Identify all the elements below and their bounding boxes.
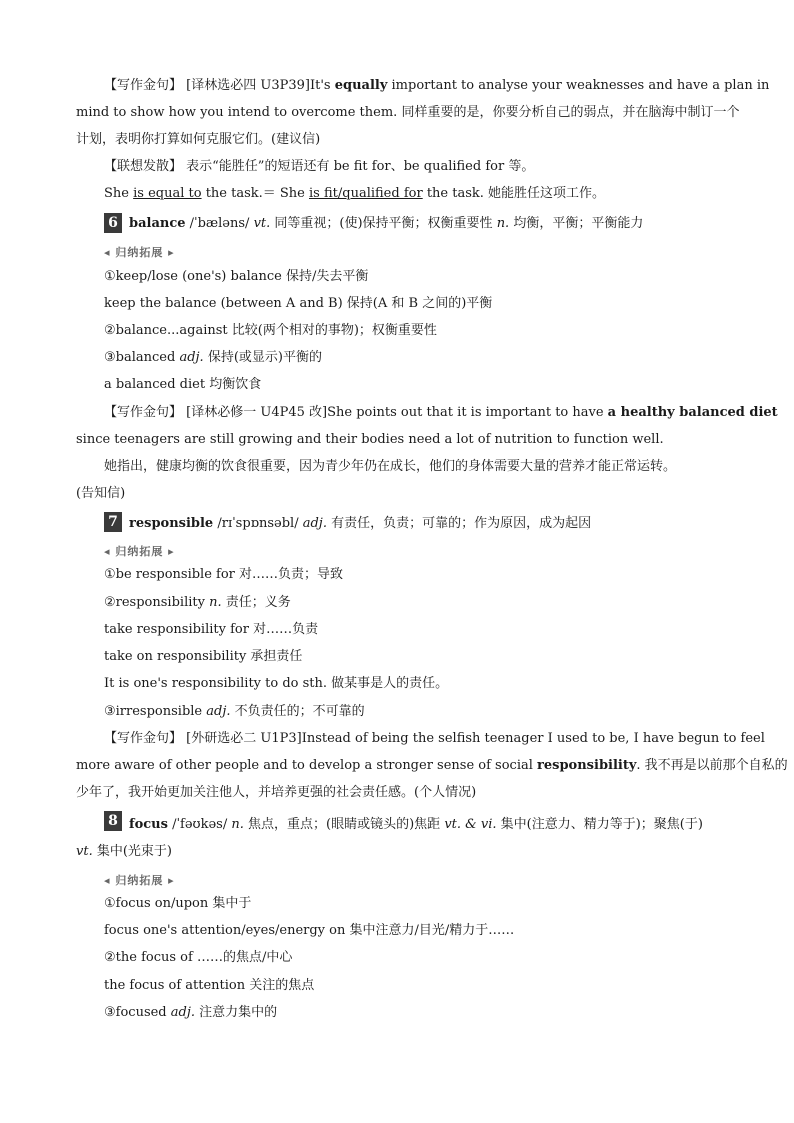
writing-sentence-3-line-2: more aware of other people and to develop a stronger sense of social responsibility. 我不再是以前那个自私的 (76, 758, 788, 773)
writing-label: 【写作金句】 (104, 405, 183, 420)
summary-item: take responsibility for 对……负责 (104, 622, 319, 637)
entry-headword-line-2: vt. 集中(光束于) (76, 844, 172, 859)
summary-item: ③balanced adj. 保持(或显示)平衡的 (104, 350, 322, 365)
key-phrase: a healthy balanced diet (607, 405, 778, 420)
summary-item: ①focus on/upon 集中于 (104, 896, 252, 911)
association-label: 【联想发散】 (104, 159, 183, 174)
writing-sentence-1-line-2: mind to show how you intend to overcome them. 同样重要的是，你要分析自己的弱点，并在脑海中制订一个 (76, 105, 740, 120)
summary-item: ②the focus of ……的焦点/中心 (104, 950, 293, 965)
source-tag: [外研选必二 U1P3] (186, 731, 302, 746)
pronunciation: /rɪˈspɒnsəbl/ (213, 516, 303, 531)
pronunciation: /ˈbæləns/ (185, 216, 254, 231)
source-tag: [译林选必四 U3P39] (186, 78, 310, 93)
writing-sentence-3-line-1: 【写作金句】 [外研选必二 U1P3]Instead of being the selfish teenager I used to be, I have begun to feel (104, 731, 765, 746)
summary-heading: ◂ 归纳拓展 ▸ (104, 246, 175, 259)
headword: responsible (129, 516, 214, 531)
writing-sentence-2-line-1: 【写作金句】 [译林必修一 U4P45 改]She points out that it is important to have a healthy balanced diet (104, 405, 778, 420)
pronunciation: /ˈfəʊkəs/ (167, 817, 232, 832)
writing-sentence-2-note: (告知信) (76, 486, 126, 501)
writing-label: 【写作金句】 (104, 78, 183, 93)
key-word: responsibility (537, 758, 637, 773)
entry-number-badge: 7 (104, 512, 122, 532)
entry-headword-line: balance /ˈbæləns/ vt. 同等重视；(使)保持平衡；权衡重要性 n. 均衡，平衡；平衡能力 (129, 216, 644, 231)
headword: focus (129, 817, 168, 832)
summary-item: ②responsibility n. 责任；义务 (104, 595, 291, 610)
writing-sentence-1-line-1: 【写作金句】 [译林选必四 U3P39]It's equally important to analyse your weaknesses and have a plan in (104, 78, 770, 93)
summary-item: keep the balance (between A and B) 保持(A 和 B 之间的)平衡 (104, 296, 493, 311)
summary-item: take on responsibility 承担责任 (104, 649, 303, 664)
writing-sentence-1-line-3: 计划，表明你打算如何克服它们。(建议信) (76, 132, 321, 147)
summary-heading: ◂ 归纳拓展 ▸ (104, 545, 175, 558)
summary-item: focus one's attention/eyes/energy on 集中注意力/目光/精力于…… (104, 923, 515, 938)
entry-number-badge: 8 (104, 811, 122, 831)
writing-sentence-3-line-3: 少年了，我开始更加关注他人，并培养更强的社会责任感。(个人情况) (76, 785, 477, 800)
writing-label: 【写作金句】 (104, 731, 183, 746)
summary-item: ②balance...against 比较(两个相对的事物)；权衡重要性 (104, 323, 437, 338)
summary-item: the focus of attention 关注的焦点 (104, 978, 315, 993)
writing-sentence-2-line-2: since teenagers are still growing and their bodies need a lot of nutrition to function well. (76, 432, 664, 447)
source-tag: [译林必修一 U4P45 改] (186, 405, 328, 420)
summary-item: ①keep/lose (one's) balance 保持/失去平衡 (104, 269, 369, 284)
writing-sentence-2-translation: 她指出，健康均衡的饮食很重要，因为青少年仍在成长，他们的身体需要大量的营养才能正常运转。 (104, 459, 677, 474)
summary-item: ③irresponsible adj. 不负责任的；不可靠的 (104, 704, 365, 719)
association-example: She is equal to the task.＝ She is fit/qualified for the task. 她能胜任这项工作。 (104, 186, 606, 201)
summary-item: a balanced diet 均衡饮食 (104, 377, 262, 392)
entry-headword-line: focus /ˈfəʊkəs/ n. 焦点，重点；(眼睛或镜头的)焦距 vt. & vi. 集中(注意力、精力等于)；聚焦(于) (129, 817, 703, 832)
summary-item: It is one's responsibility to do sth. 做某事是人的责任。 (104, 676, 449, 691)
entry-headword-line: responsible /rɪˈspɒnsəbl/ adj. 有责任，负责；可靠的；作为原因，成为起因 (129, 516, 592, 531)
summary-heading: ◂ 归纳拓展 ▸ (104, 874, 175, 887)
summary-item: ③focused adj. 注意力集中的 (104, 1005, 278, 1020)
summary-item: ①be responsible for 对……负责；导致 (104, 567, 344, 582)
entry-number-badge: 6 (104, 213, 122, 233)
key-word: equally (334, 78, 388, 93)
headword: balance (129, 216, 186, 231)
association-note: 【联想发散】 表示“能胜任”的短语还有 be fit for、be qualified for 等。 (104, 159, 535, 174)
